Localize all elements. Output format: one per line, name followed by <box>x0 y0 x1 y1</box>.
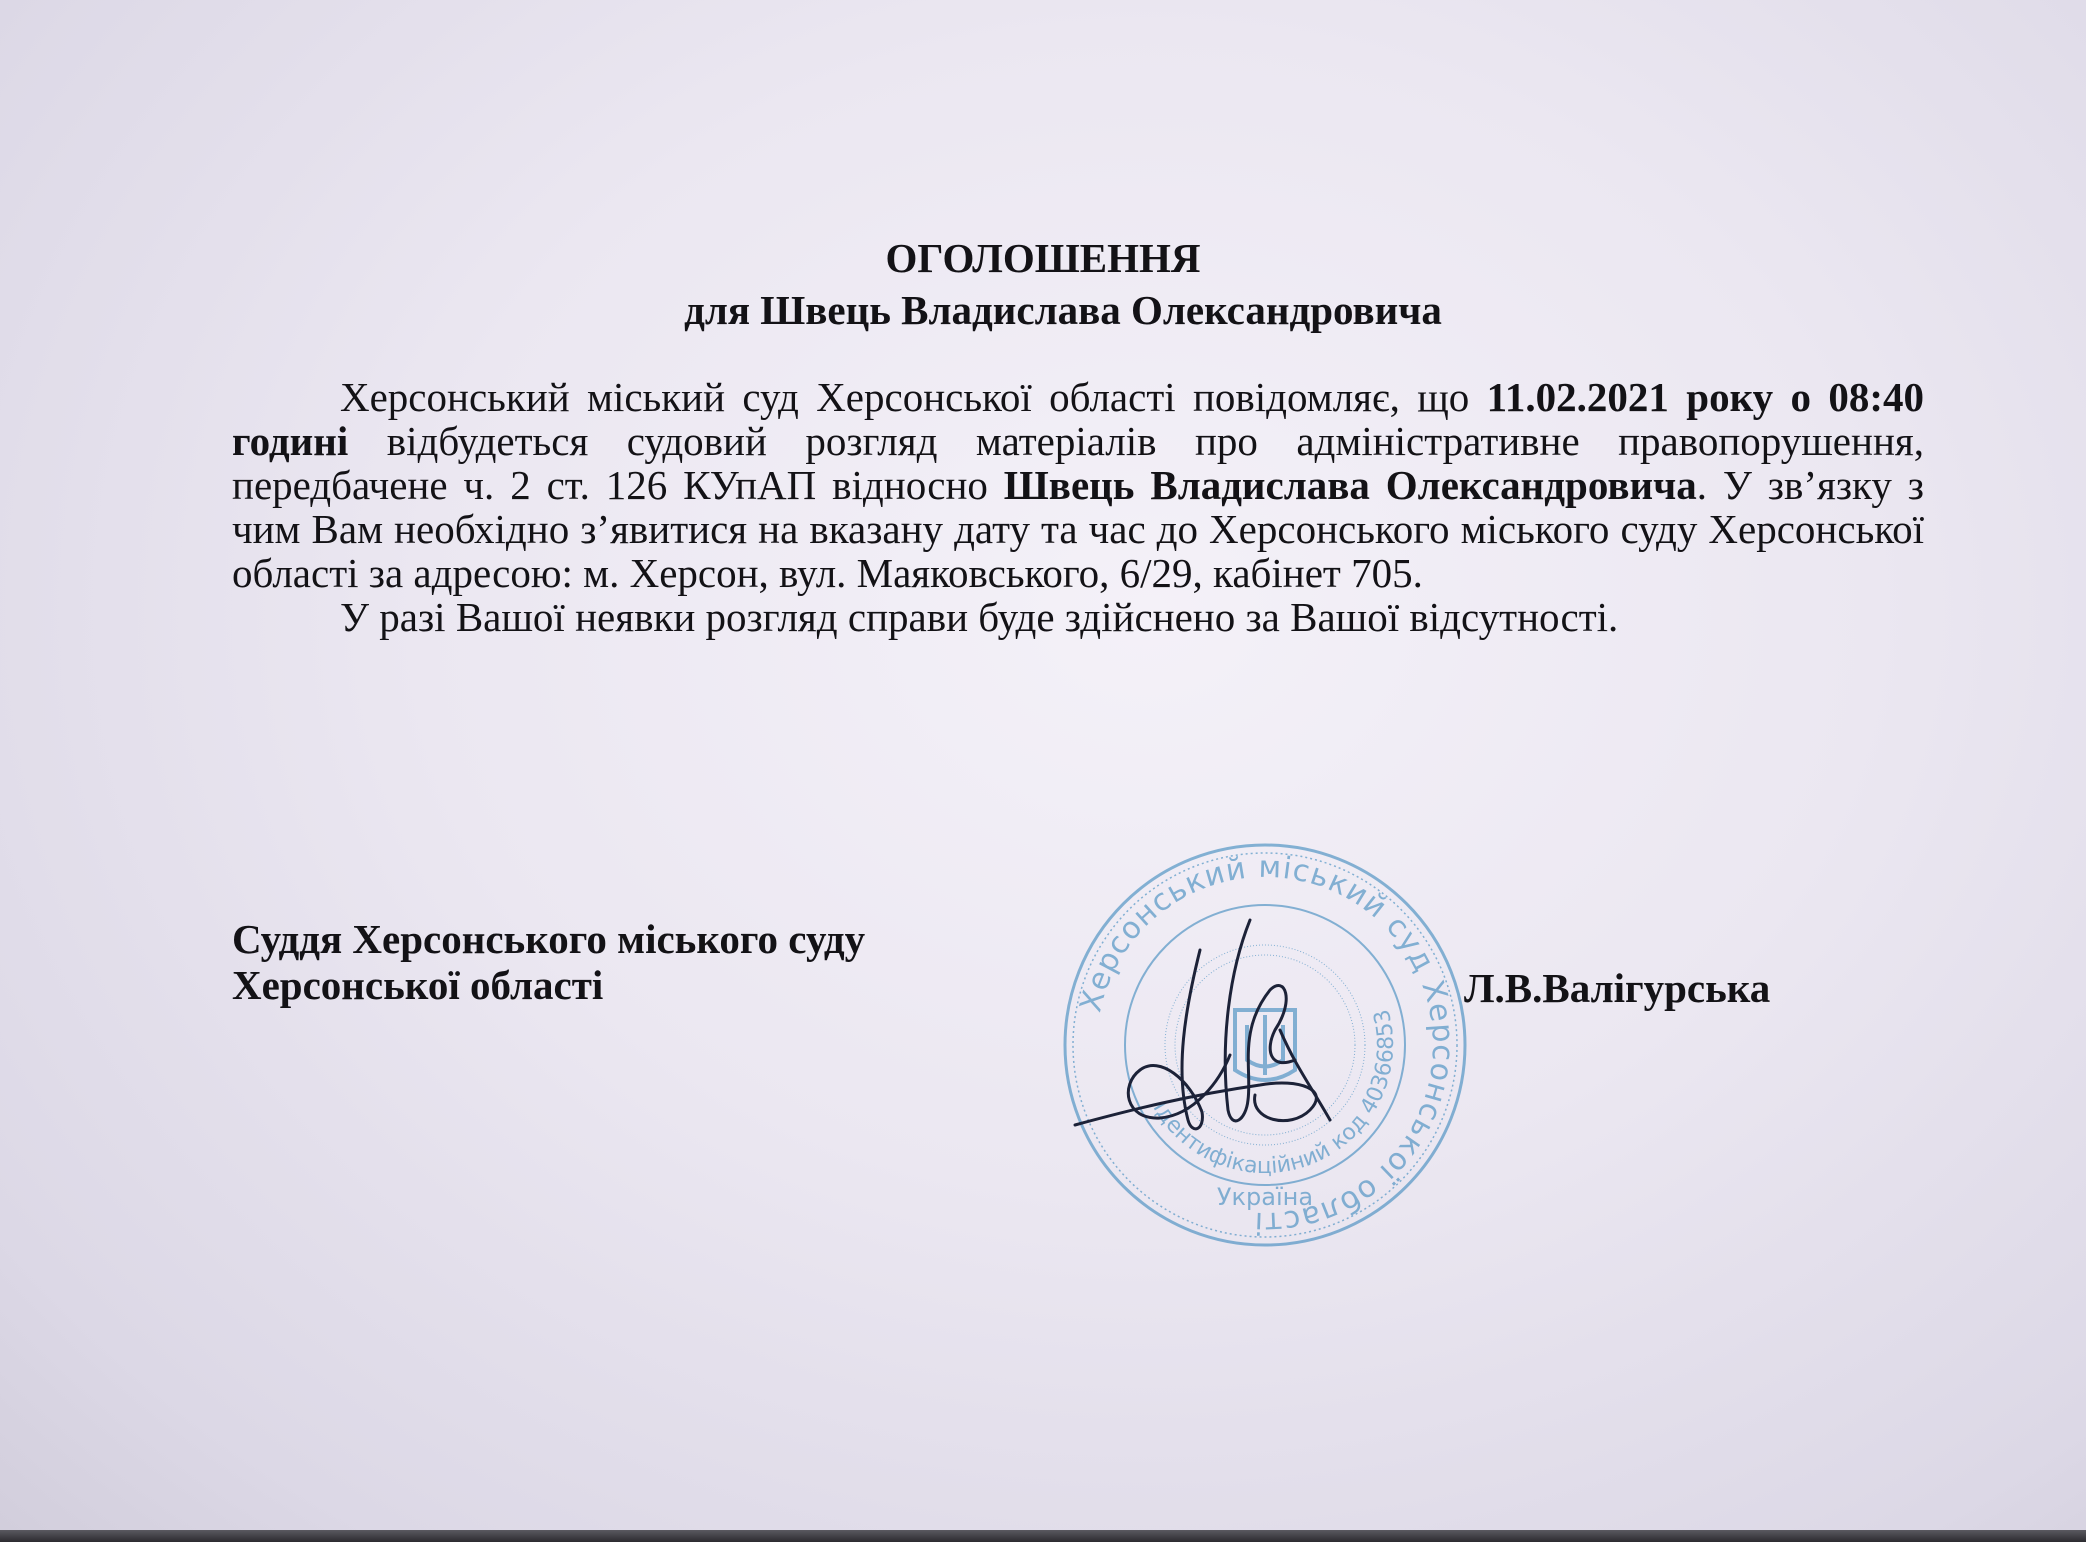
notice-text-intro: Херсонський міський суд Херсонської області повідомляє, що <box>340 374 1487 420</box>
judge-position <box>232 916 865 1008</box>
notice-text-address: . У зв’язку з чим Вам необхідно з’явитися на вказану дату та час до Херсонського міського суду Херсонської області за адресою: м. Херсон, вул. Маяковського, 6/29, кабінет 705. <box>232 462 1924 596</box>
seal-inner-text: Ідентифікаційний код 40366853 <box>1147 1006 1400 1180</box>
judge-position-line-2: Херсонської області <box>232 962 604 1008</box>
notice-paragraph-main <box>232 375 1924 595</box>
table-surface-edge <box>0 1530 2086 1542</box>
judge-position-line-1: Суддя Херсонського міського суду <box>232 916 866 962</box>
document-title: ОГОЛОШЕННЯ <box>885 235 1201 281</box>
seal-outer-text: Херсонський міський суд Херсонської області <box>1073 849 1461 1241</box>
hearing-datetime: 11.02.2021 року о 08:40 годині <box>232 374 1924 464</box>
notice-paragraph-absence: У разі Вашої неявки розгляд справи буде здійснено за Вашої відсутності. <box>340 594 1619 640</box>
judge-signature <box>1070 880 1370 1180</box>
notice-text-middle: відбудеться судовий розгляд матеріалів про адміністративне правопорушення, передбачене ч. 2 ст. 126 КУпАП відносно <box>232 418 1924 508</box>
seal-country-text: Україна <box>1216 1183 1314 1211</box>
judge-name: Л.В.Валігурська <box>1464 965 1771 1011</box>
document-subtitle: для Швець Владислава Олександровича <box>684 287 1442 333</box>
defendant-name: Швець Владислава Олександровича <box>1003 462 1697 508</box>
notice-body <box>232 375 1924 639</box>
